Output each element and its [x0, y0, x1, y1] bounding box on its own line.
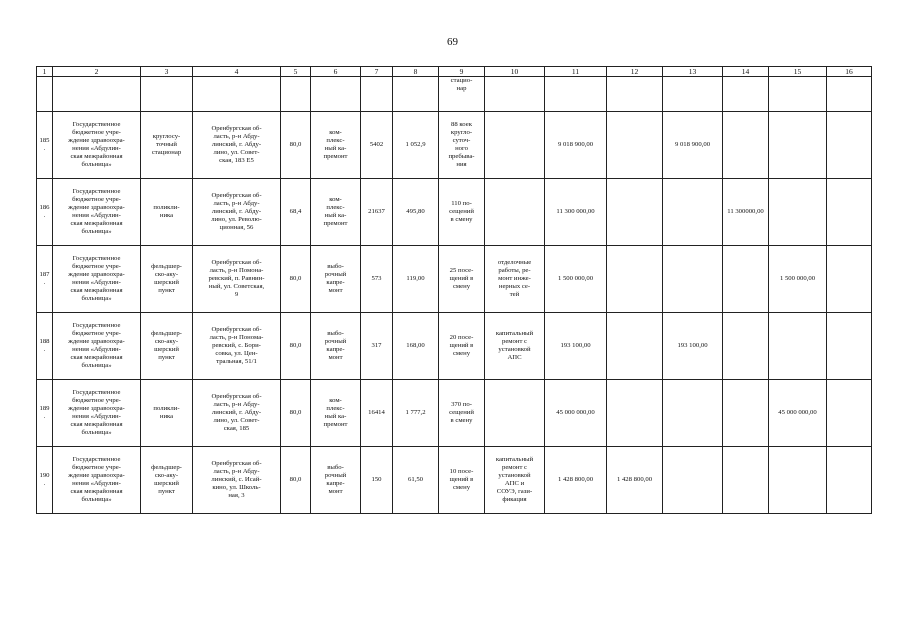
table-cell [485, 179, 545, 246]
table-cell [607, 112, 663, 179]
table-cell: 193 100,00 [663, 313, 723, 380]
table-cell: 61,50 [393, 447, 439, 514]
table-cell: 186. [37, 179, 53, 246]
table-body [37, 77, 872, 514]
header-cell: 4 [193, 67, 281, 77]
table-cell [663, 77, 723, 112]
table-cell: 1 500 000,00 [769, 246, 827, 313]
table-cell: Оренбургская об- ласть, р-н Абду- линский, с. Исай- кино, ул. Школь- ная, 3 [193, 447, 281, 514]
table-cell: выбо- рочный капре- монт [311, 313, 361, 380]
table-cell [769, 77, 827, 112]
table-cell [607, 246, 663, 313]
table-cell [723, 313, 769, 380]
table-cell: 150 [361, 447, 393, 514]
table-cell: Оренбургская об- ласть, р-н Абду- линский, г. Абду- лино, ул. Совет- ская, 185 [193, 380, 281, 447]
table-cell [663, 380, 723, 447]
table-cell [281, 77, 311, 112]
table-cell [723, 380, 769, 447]
table-cell: отделочные работы, ре- монт инже- нерных се- тей [485, 246, 545, 313]
table-cell: капитальный ремонт с установкой АПС [485, 313, 545, 380]
table-cell: Государственное бюджетное учре- ждение здравоохра- нения «Абдулин- ская межрайонная больница» [53, 246, 141, 313]
table-cell: 1 428 800,00 [607, 447, 663, 514]
table-row [37, 112, 872, 179]
table-cell [663, 447, 723, 514]
page-number: 69 [447, 36, 458, 48]
table-cell: 21637 [361, 179, 393, 246]
table-cell: 1 052,9 [393, 112, 439, 179]
table-row [37, 380, 872, 447]
data-table [36, 66, 872, 514]
header-cell: 15 [769, 67, 827, 77]
table-cell [393, 77, 439, 112]
table-row [37, 179, 872, 246]
table-cell: 110 по- сещений в смену [439, 179, 485, 246]
table-cell: 16414 [361, 380, 393, 447]
header-cell: 12 [607, 67, 663, 77]
table-cell: 119,00 [393, 246, 439, 313]
table-cell [769, 313, 827, 380]
table-cell: 573 [361, 246, 393, 313]
table-cell: 45 000 000,00 [769, 380, 827, 447]
table-cell [827, 246, 872, 313]
header-cell: 11 [545, 67, 607, 77]
table-cell: Оренбургская об- ласть, р-н Пономa- ревский, с. Бори- совка, ул. Цен- тральная, 51/1 [193, 313, 281, 380]
table-cell: круглосу- точный стационар [141, 112, 193, 179]
table-cell: Государственное бюджетное учре- ждение здравоохра- нения «Абдулин- ская межрайонная больница» [53, 447, 141, 514]
table-cell: ком- плекс- ный ка- премонт [311, 380, 361, 447]
table-cell [827, 380, 872, 447]
table-cell [53, 77, 141, 112]
table-cell: 317 [361, 313, 393, 380]
table-cell: 495,80 [393, 179, 439, 246]
table-row [37, 447, 872, 514]
table-cell: Оренбургская об- ласть, р-н Абду- линский, г. Абду- лино, ул. Револю- ционная, 56 [193, 179, 281, 246]
table-cell: 187. [37, 246, 53, 313]
header-cell: 13 [663, 67, 723, 77]
table-cell [485, 112, 545, 179]
table-cell [607, 313, 663, 380]
table-cell: капитальный ремонт с установкой АПС и СОУЭ, гази- фикация [485, 447, 545, 514]
header-cell: 9 [439, 67, 485, 77]
continuation-row [37, 77, 872, 112]
table-cell [141, 77, 193, 112]
header-cell: 2 [53, 67, 141, 77]
table-cell: 189. [37, 380, 53, 447]
table-cell [37, 77, 53, 112]
table-cell: фельдшер- ско-аку- шерский пункт [141, 313, 193, 380]
table-cell: выбо- рочный капре- монт [311, 447, 361, 514]
table-cell: 5402 [361, 112, 393, 179]
table-cell: 1 777,2 [393, 380, 439, 447]
table-cell: 80,0 [281, 246, 311, 313]
table-cell [485, 380, 545, 447]
table-cell: 188. [37, 313, 53, 380]
table-cell: ком- плекс- ный ка- премонт [311, 112, 361, 179]
table-row [37, 246, 872, 313]
table-cell [545, 77, 607, 112]
table-cell: Государственное бюджетное учре- ждение здравоохра- нения «Абдулин- ская межрайонная больница» [53, 112, 141, 179]
header-cell: 3 [141, 67, 193, 77]
table-cell: Оренбургская об- ласть, р-н Абду- линский, г. Абду- лино, ул. Совет- ская, 183 Е5 [193, 112, 281, 179]
header-row [37, 67, 872, 77]
header-cell: 14 [723, 67, 769, 77]
table-cell: 80,0 [281, 447, 311, 514]
table-cell [723, 112, 769, 179]
table-cell: поликли- ника [141, 179, 193, 246]
table-cell [663, 179, 723, 246]
header-cell: 7 [361, 67, 393, 77]
table-row [37, 313, 872, 380]
table-cell: 11 300000,00 [723, 179, 769, 246]
table-cell: 370 по- сещений в смену [439, 380, 485, 447]
header-cell: 6 [311, 67, 361, 77]
table-cell [769, 179, 827, 246]
table-cell: 88 коек кругло- суточ- ного пребыва- ния [439, 112, 485, 179]
table-cell [723, 77, 769, 112]
table-cell: 168,00 [393, 313, 439, 380]
table-cell [769, 112, 827, 179]
table-cell: 1 500 000,00 [545, 246, 607, 313]
table-cell: фельдшер- ско-аку- шерский пункт [141, 246, 193, 313]
table-cell [193, 77, 281, 112]
table-cell: 25 посе- щений в смену [439, 246, 485, 313]
table-cell: 80,0 [281, 112, 311, 179]
table-cell: 185. [37, 112, 53, 179]
table-cell: Государственное бюджетное учре- ждение здравоохра- нения «Абдулин- ская межрайонная больница» [53, 380, 141, 447]
header-cell: 8 [393, 67, 439, 77]
table-cell [769, 447, 827, 514]
table-cell: выбо- рочный капре- монт [311, 246, 361, 313]
table-cell: 11 300 000,00 [545, 179, 607, 246]
table-cell: поликли- ника [141, 380, 193, 447]
table-cell: 80,0 [281, 380, 311, 447]
table-cell [485, 77, 545, 112]
table-cell: 68,4 [281, 179, 311, 246]
table-cell [361, 77, 393, 112]
table-cell [723, 447, 769, 514]
table-cell: 80,0 [281, 313, 311, 380]
table-cell: 190. [37, 447, 53, 514]
table-cell [827, 313, 872, 380]
table-cell [827, 179, 872, 246]
header-cell: 16 [827, 67, 872, 77]
table-cell [827, 77, 872, 112]
table-cell: 193 100,00 [545, 313, 607, 380]
table-cell: ком- плекс- ный ка- премонт [311, 179, 361, 246]
table-cell: 1 428 800,00 [545, 447, 607, 514]
table-cell: фельдшер- ско-аку- шерский пункт [141, 447, 193, 514]
table-cell [723, 246, 769, 313]
header-cell: 1 [37, 67, 53, 77]
table-cell [607, 179, 663, 246]
table-cell: 9 018 900,00 [545, 112, 607, 179]
table-cell [827, 112, 872, 179]
table-cell [311, 77, 361, 112]
table-cell: стацио- нар [439, 77, 485, 112]
table-cell: Государственное бюджетное учре- ждение здравоохра- нения «Абдулин- ская межрайонная больница» [53, 313, 141, 380]
table-cell: Оренбургская об- ласть, р-н Помона- ревский, п. Равнин- ный, ул. Советская, 9 [193, 246, 281, 313]
table-cell [607, 380, 663, 447]
header-cell: 10 [485, 67, 545, 77]
table-cell [607, 77, 663, 112]
table-cell [827, 447, 872, 514]
table-cell: 10 посе- щений в смену [439, 447, 485, 514]
table-cell: 20 посе- щений в смену [439, 313, 485, 380]
table-cell: Государственное бюджетное учре- ждение здравоохра- нения «Абдулин- ская межрайонная больница» [53, 179, 141, 246]
table-cell [663, 246, 723, 313]
table-cell: 9 018 900,00 [663, 112, 723, 179]
table-cell: 45 000 000,00 [545, 380, 607, 447]
header-cell: 5 [281, 67, 311, 77]
